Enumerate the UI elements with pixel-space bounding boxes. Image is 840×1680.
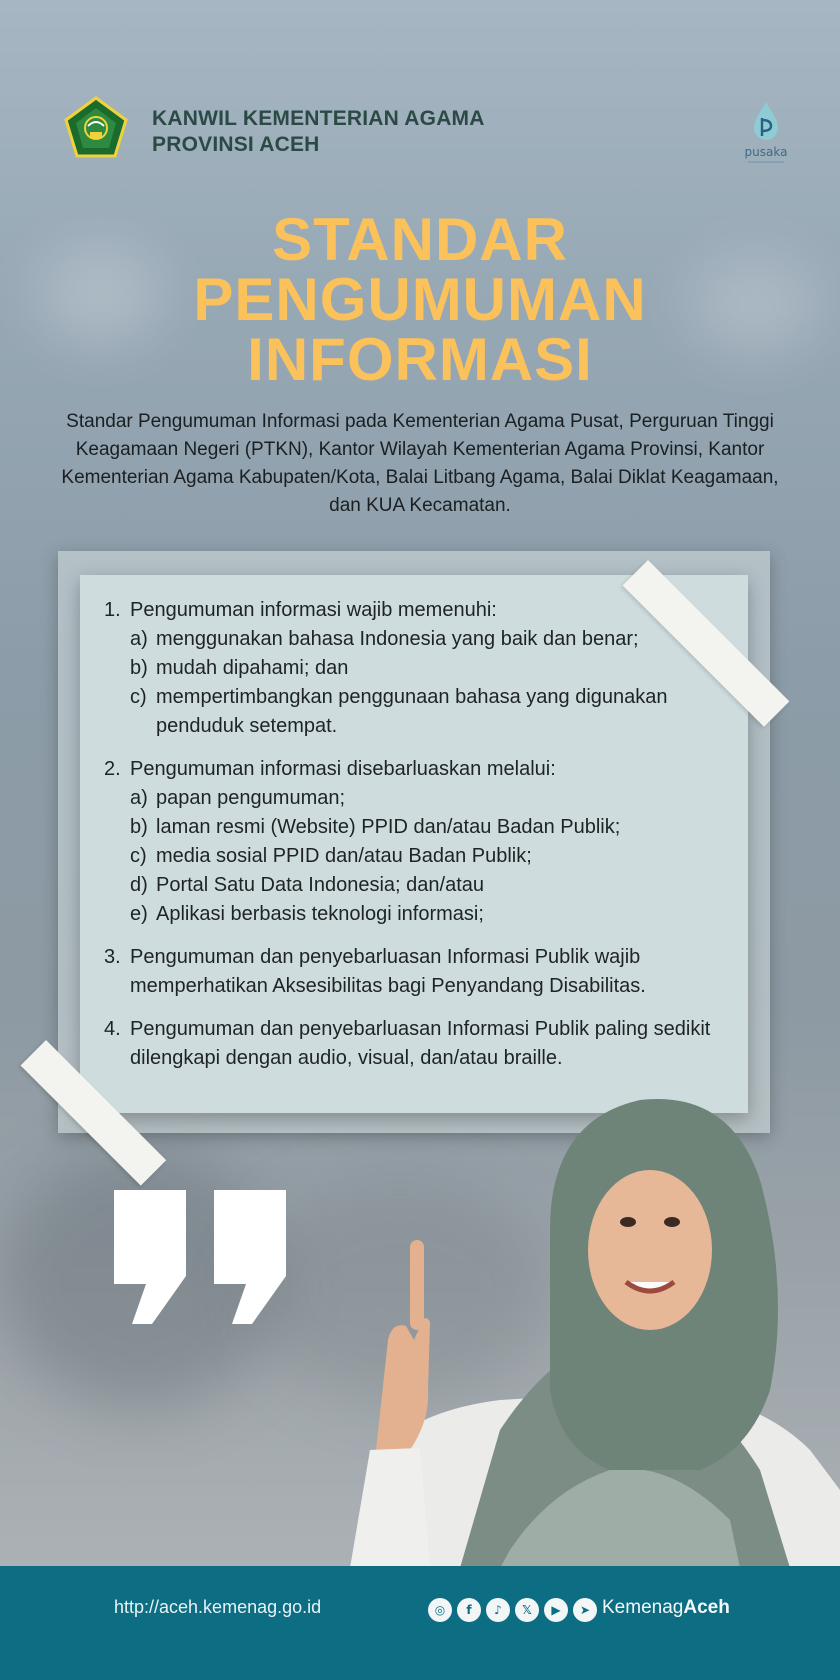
sub-item-text: mudah dipahami; dan: [156, 657, 349, 679]
sub-item: [130, 683, 744, 741]
sub-item-text: menggunakan bahasa Indonesia yang baik dan benar;: [156, 628, 639, 650]
title-line1: STANDAR: [272, 206, 568, 273]
org-name-line1: KANWIL KEMENTERIAN AGAMA: [152, 107, 485, 130]
list-item: [104, 755, 744, 929]
list-item: [104, 596, 744, 741]
sub-item-letter: b): [130, 816, 148, 838]
list-item-number: 1.: [104, 599, 121, 621]
sub-item: [130, 784, 744, 813]
sub-item-letter: d): [130, 874, 148, 896]
footer-bar: [0, 1566, 840, 1680]
telegram-icon[interactable]: ➤: [573, 1598, 597, 1622]
sub-item: [130, 900, 744, 929]
sub-item-letter: a): [130, 787, 148, 809]
title-line2: PENGUMUMAN: [193, 266, 647, 333]
brand-bold: Aceh: [683, 1597, 730, 1618]
list-item-text: Pengumuman informasi wajib memenuhi:: [130, 599, 497, 621]
sub-item-text: Portal Satu Data Indonesia; dan/atau: [156, 874, 485, 896]
list-item: [104, 943, 744, 1001]
sub-item-text: laman resmi (Website) PPID dan/atau Badan Publik;: [156, 816, 621, 838]
sub-item-text: media sosial PPID dan/atau Badan Publik;: [156, 845, 532, 867]
sub-item: [130, 842, 744, 871]
org-name-line2: PROVINSI ACEH: [152, 133, 320, 156]
social-icons: [428, 1598, 597, 1622]
facebook-icon[interactable]: f: [457, 1598, 481, 1622]
page-subtitle: Standar Pengumuman Informasi pada Kementerian Agama Pusat, Perguruan Tinggi Keagamaan Negeri (PTKN), Kantor Wilayah Kementerian Agama Provinsi, Kantor Kementerian Agama Kabupaten/Kota, Balai Litbang Agama, Balai Diklat Keagamaan, dan KUA Kecamatan.: [61, 411, 779, 516]
list-item-text: Pengumuman informasi disebarluaskan melalui:: [130, 758, 556, 780]
list-item-number: 3.: [104, 946, 121, 968]
page-title: [0, 206, 840, 393]
x-icon[interactable]: 𝕏: [515, 1598, 539, 1622]
pusaka-logo-text: pusaka: [744, 145, 788, 159]
brand-handle: [602, 1597, 730, 1619]
youtube-icon[interactable]: ▶: [544, 1598, 568, 1622]
tiktok-icon[interactable]: ♪: [486, 1598, 510, 1622]
info-list: [104, 596, 744, 1087]
sub-item: [130, 813, 744, 842]
sub-item: [130, 871, 744, 900]
sub-item: [130, 654, 744, 683]
sub-item-letter: c): [130, 686, 147, 708]
sub-item-text: papan pengumuman;: [156, 787, 346, 809]
instagram-icon[interactable]: ◎: [428, 1598, 452, 1622]
sub-item-text: mempertimbangkan penggunaan bahasa yang digunakan penduduk setempat.: [156, 686, 668, 737]
org-name: [152, 106, 485, 158]
website-link[interactable]: http://aceh.kemenag.go.id: [114, 1597, 322, 1617]
list-item-text: Pengumuman dan penyebarluasan Informasi Publik paling sedikit dilengkapi dengan audio, visual, dan/atau braille.: [130, 1018, 711, 1069]
sub-item-letter: a): [130, 628, 148, 650]
list-item-number: 2.: [104, 758, 121, 780]
sub-item-letter: c): [130, 845, 147, 867]
spokesperson-photo: [310, 1090, 840, 1568]
sub-item-text: Aplikasi berbasis teknologi informasi;: [156, 903, 484, 925]
sub-item-letter: b): [130, 657, 148, 679]
sub-item: [130, 625, 744, 654]
pusaka-logo: [744, 100, 788, 163]
title-line3: INFORMASI: [247, 326, 593, 393]
list-item-text: Pengumuman dan penyebarluasan Informasi Publik wajib memperhatikan Aksesibilitas bagi Penyandang Disabilitas.: [130, 946, 646, 997]
brand-regular: Kemenag: [602, 1597, 684, 1618]
list-item-number: 4.: [104, 1018, 121, 1040]
pusaka-drop-icon: [751, 100, 781, 142]
list-item: [104, 1015, 744, 1073]
sub-item-letter: e): [130, 903, 148, 925]
quote-mark-icon: [108, 1188, 292, 1328]
